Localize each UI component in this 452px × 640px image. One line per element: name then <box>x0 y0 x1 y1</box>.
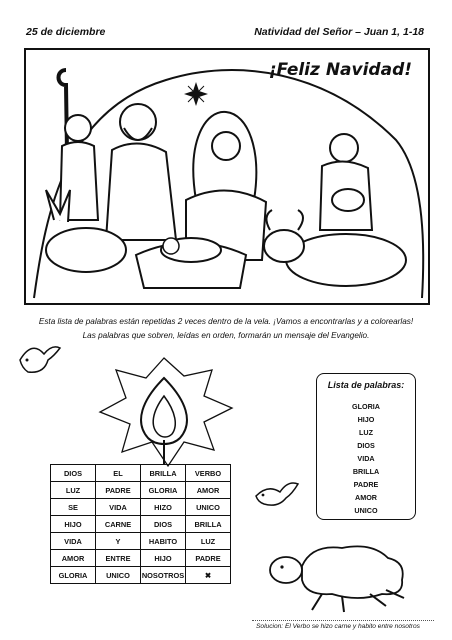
grid-cell[interactable]: VIDA <box>96 499 141 516</box>
word-list-item: LUZ <box>359 428 373 437</box>
grid-cell[interactable]: VERBO <box>186 465 231 482</box>
footer-divider <box>252 620 434 621</box>
grid-cell[interactable]: AMOR <box>51 550 96 567</box>
shepherd-with-lamb-icon <box>320 134 372 230</box>
grid-cell[interactable]: PADRE <box>96 482 141 499</box>
grid-cell[interactable]: GLORIA <box>51 567 96 584</box>
grid-cell[interactable]: GLORIA <box>141 482 186 499</box>
word-list-item: BRILLA <box>352 467 380 476</box>
word-search-grid <box>50 464 231 584</box>
star-icon <box>184 82 208 106</box>
grid-row <box>51 567 231 584</box>
shepherd-boy-icon <box>59 70 99 220</box>
grid-cell[interactable]: UNICO <box>96 567 141 584</box>
grid-cell[interactable]: AMOR <box>186 482 231 499</box>
joseph-icon <box>106 104 176 240</box>
header-title: Natividad del Señor – Juan 1, 1-18 <box>254 26 424 38</box>
word-list-item: PADRE <box>353 480 379 489</box>
grid-cell[interactable]: UNICO <box>186 499 231 516</box>
word-list <box>317 400 415 517</box>
grid-cell[interactable]: CARNE <box>96 516 141 533</box>
grid-cell[interactable]: BRILLA <box>141 465 186 482</box>
grid-cell[interactable]: SE <box>51 499 96 516</box>
lamb-icon <box>262 536 422 614</box>
grid-row <box>51 499 231 516</box>
word-list-item: UNICO <box>354 506 378 515</box>
dove-icon <box>14 336 64 380</box>
grid-row <box>51 482 231 499</box>
grid-cell-mark[interactable]: ✖ <box>186 567 231 584</box>
grid-cell[interactable]: LUZ <box>51 482 96 499</box>
header-date: 25 de diciembre <box>26 26 106 38</box>
word-list-item: DIOS <box>357 441 375 450</box>
solution-footer: Solucion: El Verbo se hizo carne y habito entre nosotros <box>256 623 420 630</box>
grid-cell[interactable]: NOSOTROS <box>141 567 186 584</box>
bird-icon <box>252 476 302 512</box>
grid-cell[interactable]: BRILLA <box>186 516 231 533</box>
greeting-title: ¡Feliz Navidad! <box>268 60 412 80</box>
word-list-box <box>316 373 416 520</box>
grid-cell[interactable]: Y <box>96 533 141 550</box>
grid-cell[interactable]: LUZ <box>186 533 231 550</box>
grid-row <box>51 550 231 567</box>
nativity-drawing <box>26 50 428 303</box>
grid-cell[interactable]: DIOS <box>51 465 96 482</box>
grid-cell[interactable]: VIDA <box>51 533 96 550</box>
word-list-item: VIDA <box>357 454 375 463</box>
grid-cell[interactable]: HABITO <box>141 533 186 550</box>
grid-row <box>51 465 231 482</box>
word-list-item: AMOR <box>355 493 377 502</box>
grid-cell[interactable]: DIOS <box>141 516 186 533</box>
word-list-title: Lista de palabras: <box>327 380 405 390</box>
grid-row <box>51 516 231 533</box>
grid-cell[interactable]: HIJO <box>141 550 186 567</box>
word-list-item: HIJO <box>357 415 375 424</box>
grid-row <box>51 533 231 550</box>
instruction-line-1: Esta lista de palabras están repetidas 2 veces dentro de la vela. ¡Vamos a encontrarlas y a colorearlas! <box>38 317 414 326</box>
word-list-item: GLORIA <box>352 402 380 411</box>
nativity-illustration <box>24 48 430 305</box>
grid-cell[interactable]: EL <box>96 465 141 482</box>
instruction-line-2: Las palabras que sobren, leídas en orden, formarán un mensaje del Evangelio. <box>82 331 370 340</box>
grid-cell[interactable]: PADRE <box>186 550 231 567</box>
grid-cell[interactable]: ENTRE <box>96 550 141 567</box>
candle-flame-icon <box>64 356 264 468</box>
grid-cell[interactable]: HIJO <box>51 516 96 533</box>
grid-cell[interactable]: HIZO <box>141 499 186 516</box>
